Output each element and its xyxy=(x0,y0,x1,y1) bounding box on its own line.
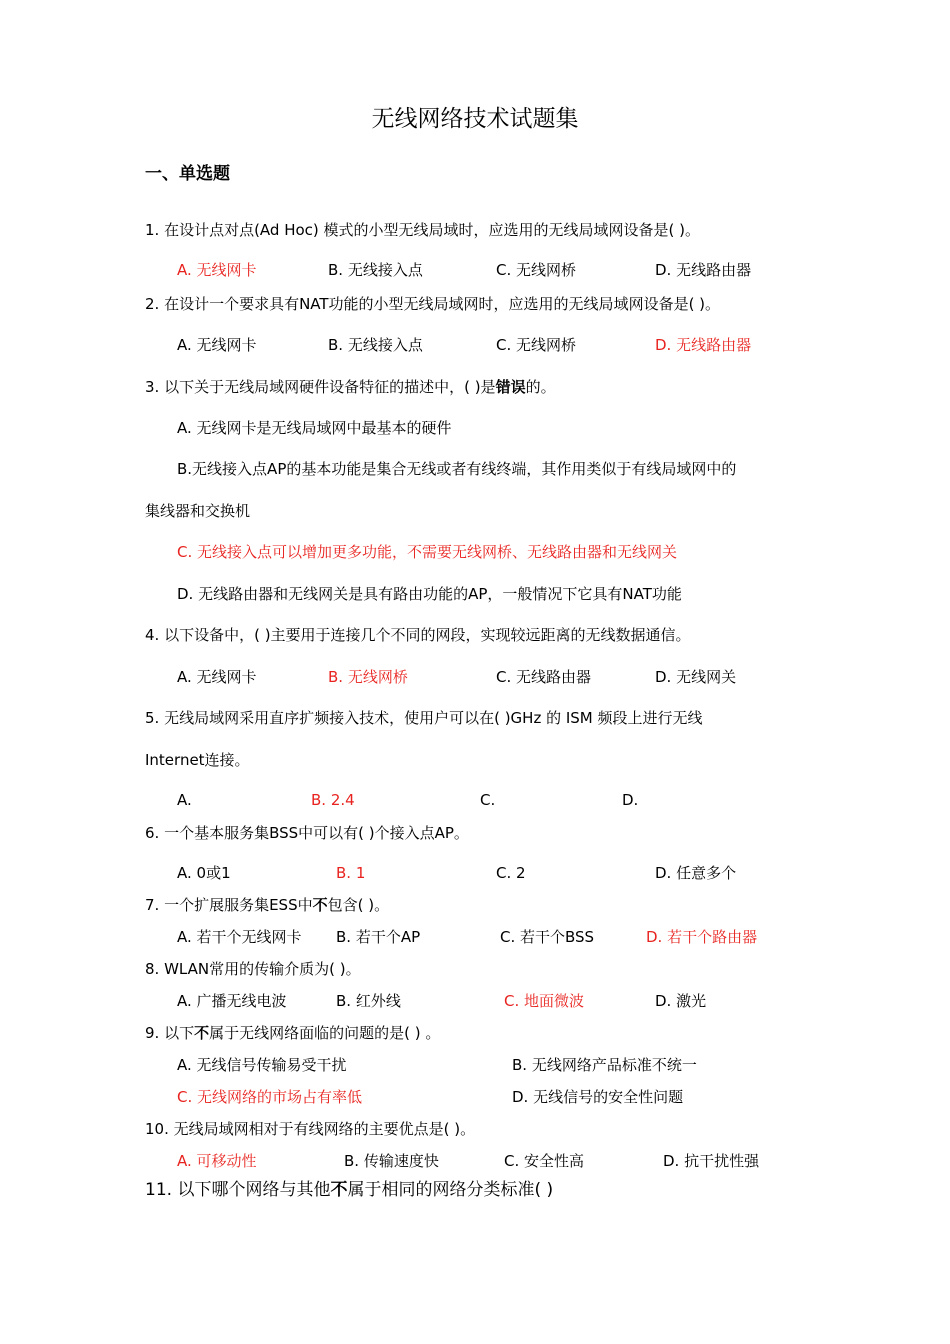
q9-prefix: 9. 以下 xyxy=(145,1024,195,1042)
question-11 xyxy=(145,1180,553,1200)
q5-option-b: B. 2.4 xyxy=(311,791,355,809)
question-4: 4. 以下设备中，( )主要用于连接几个不同的网段，实现较远距离的无线数据通信。 xyxy=(145,626,691,644)
q7-suffix: 包含( )。 xyxy=(327,896,390,914)
question-6: 6. 一个基本服务集BSS中可以有( )个接入点AP。 xyxy=(145,824,469,842)
q9-option-d: D. 无线信号的安全性问题 xyxy=(512,1088,684,1106)
section-heading: 一、单选题 xyxy=(145,164,230,184)
q10-option-d: D. 抗干扰性强 xyxy=(663,1152,760,1170)
q3-prefix: 3. 以下关于无线局域网硬件设备特征的描述中，( )是 xyxy=(145,378,496,396)
question-8: 8. WLAN常用的传输介质为( )。 xyxy=(145,960,361,978)
q9-emphasis: 不 xyxy=(194,1024,210,1042)
q1-option-d: D. 无线路由器 xyxy=(655,261,752,279)
q6-option-a: A. 0或1 xyxy=(177,864,231,882)
q3-option-b-line1: B.无线接入点AP的基本功能是集合无线或者有线终端，其作用类似于有线局域网中的 xyxy=(177,460,737,478)
question-1: 1. 在设计点对点(Ad Hoc) 模式的小型无线局域时，应选用的无线局域网设备是( )。 xyxy=(145,221,701,239)
q3-option-c: C. 无线接入点可以增加更多功能，不需要无线网桥、无线路由器和无线网关 xyxy=(177,543,678,561)
q8-option-b: B. 红外线 xyxy=(336,992,401,1010)
q6-option-c: C. 2 xyxy=(496,864,526,882)
q3-emphasis: 错误 xyxy=(495,378,526,396)
q9-option-c: C. 无线网络的市场占有率低 xyxy=(177,1088,363,1106)
q5-option-d: D. xyxy=(622,791,639,809)
q1-option-a: A. 无线网卡 xyxy=(177,261,257,279)
q8-option-d: D. 激光 xyxy=(655,992,707,1010)
q2-option-c: C. 无线网桥 xyxy=(496,336,577,354)
q10-option-a: A. 可移动性 xyxy=(177,1152,257,1170)
q9-option-a: A. 无线信号传输易受干扰 xyxy=(177,1056,347,1074)
q8-option-a: A. 广播无线电波 xyxy=(177,992,287,1010)
q9-suffix: 属于无线网络面临的问题的是( ) 。 xyxy=(209,1024,441,1042)
q3-option-a: A. 无线网卡是无线局域网中最基本的硬件 xyxy=(177,419,452,437)
q2-option-d: D. 无线路由器 xyxy=(655,336,752,354)
q10-option-c: C. 安全性高 xyxy=(504,1152,585,1170)
question-10: 10. 无线局域网相对于有线网络的主要优点是( )。 xyxy=(145,1120,476,1138)
q4-option-b: B. 无线网桥 xyxy=(328,668,408,686)
q3-option-d: D. 无线路由器和无线网关是具有路由功能的AP，一般情况下它具有NAT功能 xyxy=(177,585,682,603)
document-title: 无线网络技术试题集 xyxy=(371,106,579,132)
q7-option-a: A. 若干个无线网卡 xyxy=(177,928,302,946)
q6-option-b: B. 1 xyxy=(336,864,366,882)
q4-option-d: D. 无线网关 xyxy=(655,668,737,686)
q1-option-b: B. 无线接入点 xyxy=(328,261,423,279)
q10-option-b: B. 传输速度快 xyxy=(344,1152,439,1170)
q8-option-c: C. 地面微波 xyxy=(504,992,585,1010)
q5-option-c: C. xyxy=(480,791,496,809)
q4-option-c: C. 无线路由器 xyxy=(496,668,592,686)
question-3 xyxy=(145,377,556,397)
q5-option-a: A. xyxy=(177,791,192,809)
q1-option-c: C. 无线网桥 xyxy=(496,261,577,279)
q7-option-d: D. 若干个路由器 xyxy=(646,928,758,946)
q7-emphasis: 不 xyxy=(312,896,328,914)
q2-option-b: B. 无线接入点 xyxy=(328,336,423,354)
q6-option-d: D. 任意多个 xyxy=(655,864,737,882)
q7-option-b: B. 若干个AP xyxy=(336,928,421,946)
q4-option-a: A. 无线网卡 xyxy=(177,668,257,686)
q11-suffix: 属于相同的网络分类标准( ) xyxy=(347,1180,554,1200)
q2-option-a: A. 无线网卡 xyxy=(177,336,257,354)
question-5-line2: Internet连接。 xyxy=(145,751,250,769)
question-7 xyxy=(145,895,389,915)
q9-option-b: B. 无线网络产品标准不统一 xyxy=(512,1056,697,1074)
q7-option-c: C. 若干个BSS xyxy=(500,928,595,946)
q3-option-b-line2: 集线器和交换机 xyxy=(145,502,251,520)
question-5-line1: 5. 无线局域网采用直序扩频接入技术，使用户可以在( )GHz 的 ISM 频段上进行无线 xyxy=(145,709,703,727)
q11-prefix: 11. 以下哪个网络与其他 xyxy=(145,1180,331,1200)
q3-suffix: 的。 xyxy=(525,378,556,396)
q11-emphasis: 不 xyxy=(330,1180,348,1200)
q7-prefix: 7. 一个扩展服务集ESS中 xyxy=(145,896,313,914)
question-2: 2. 在设计一个要求具有NAT功能的小型无线局域网时，应选用的无线局域网设备是( )。 xyxy=(145,295,721,313)
question-9 xyxy=(145,1023,440,1043)
